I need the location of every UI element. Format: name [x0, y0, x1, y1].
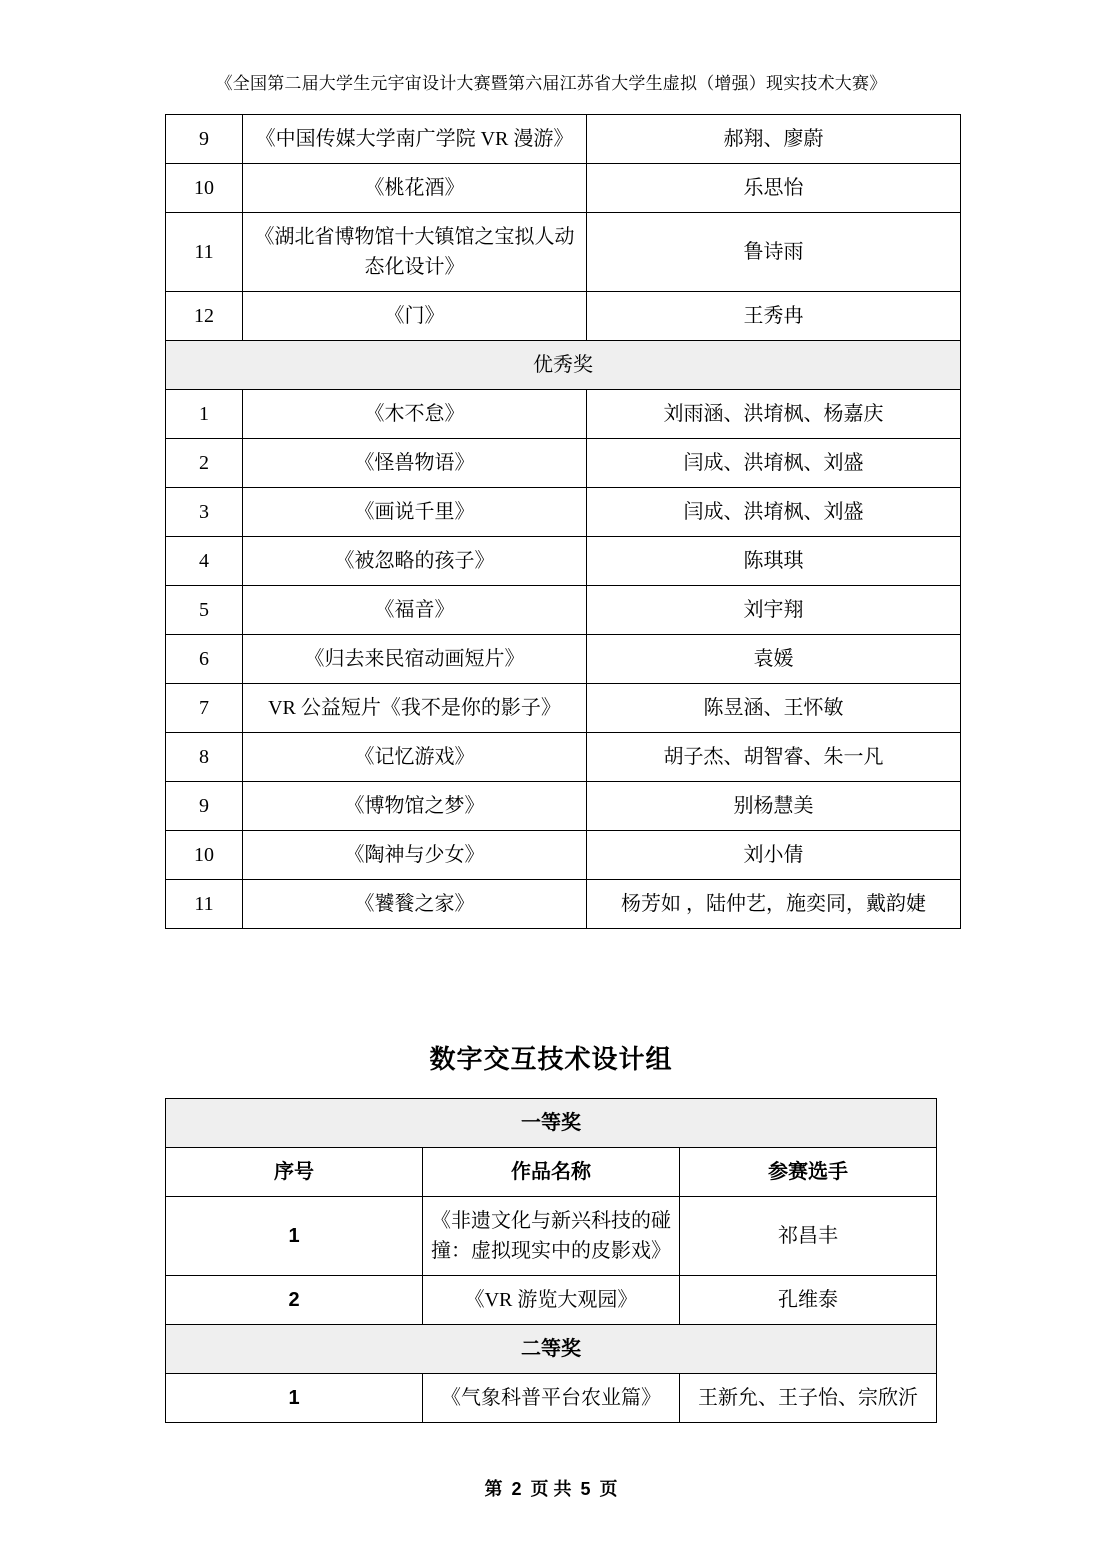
table-row	[166, 879, 961, 928]
page-title: 《全国第二届大学生元宇宙设计大赛暨第六届江苏省大学生虚拟（增强）现实技术大赛》	[215, 74, 887, 93]
row-number: 11	[166, 879, 243, 928]
table-row	[166, 732, 961, 781]
row-player: 袁媛	[587, 634, 961, 683]
row-player: 乐思怡	[587, 163, 961, 212]
row-number: 2	[166, 438, 243, 487]
table-row	[166, 487, 961, 536]
digital-interaction-award-table-body	[166, 1098, 937, 1422]
row-player: 别杨慧美	[587, 781, 961, 830]
row-work-name: 《非遗文化与新兴科技的碰撞：虚拟现实中的皮影戏》	[423, 1196, 680, 1275]
row-number: 10	[166, 830, 243, 879]
row-player: 陈昱涵、王怀敏	[587, 683, 961, 732]
column-header-player: 参赛选手	[680, 1147, 937, 1196]
row-player: 刘宇翔	[587, 585, 961, 634]
row-number: 3	[166, 487, 243, 536]
row-number: 9	[166, 781, 243, 830]
table-row	[166, 1275, 937, 1324]
row-number: 10	[166, 163, 243, 212]
row-number: 12	[166, 291, 243, 340]
column-header-work: 作品名称	[423, 1147, 680, 1196]
section-label-excellent: 优秀奖	[166, 340, 961, 389]
row-work-name: 《湖北省博物馆十大镇馆之宝拟人动态化设计》	[243, 212, 587, 291]
table-row	[166, 212, 961, 291]
animation-award-table-body	[166, 114, 961, 928]
row-player: 王新允、王子怡、宗欣沂	[680, 1373, 937, 1422]
table-row	[166, 291, 961, 340]
animation-award-table	[165, 114, 961, 929]
footer-middle: 页 共	[530, 1479, 572, 1499]
row-number: 6	[166, 634, 243, 683]
row-number: 1	[166, 389, 243, 438]
table-row	[166, 114, 961, 163]
table-row	[166, 536, 961, 585]
row-player: 闫成、洪堉枫、刘盛	[587, 438, 961, 487]
row-player: 王秀冉	[587, 291, 961, 340]
table-row	[166, 389, 961, 438]
row-work-name: 《木不怠》	[243, 389, 587, 438]
section-label-second-prize: 二等奖	[166, 1324, 937, 1373]
table-row	[166, 683, 961, 732]
row-work-name: 《VR 游览大观园》	[423, 1275, 680, 1324]
row-work-name: 《被忽略的孩子》	[243, 536, 587, 585]
row-work-name: 《桃花酒》	[243, 163, 587, 212]
row-number: 1	[166, 1373, 423, 1422]
row-number: 5	[166, 585, 243, 634]
section-header-row	[166, 340, 961, 389]
column-header-no: 序号	[166, 1147, 423, 1196]
digital-interaction-award-table	[165, 1098, 937, 1423]
row-work-name: 《门》	[243, 291, 587, 340]
row-number: 11	[166, 212, 243, 291]
row-player: 刘小倩	[587, 830, 961, 879]
table-row	[166, 634, 961, 683]
page-footer	[0, 1475, 1102, 1501]
row-work-name: 《气象科普平台农业篇》	[423, 1373, 680, 1422]
table-row	[166, 830, 961, 879]
section-header-row	[166, 1324, 937, 1373]
row-work-name: 《饕餮之家》	[243, 879, 587, 928]
row-number: 1	[166, 1196, 423, 1275]
row-work-name: 《画说千里》	[243, 487, 587, 536]
table-row	[166, 781, 961, 830]
row-work-name: 《中国传媒大学南广学院 VR 漫游》	[243, 114, 587, 163]
footer-suffix: 页	[599, 1479, 618, 1499]
row-player: 孔维泰	[680, 1275, 937, 1324]
table-header-row	[166, 1147, 937, 1196]
row-player: 陈琪琪	[587, 536, 961, 585]
table-row	[166, 1196, 937, 1275]
row-number: 8	[166, 732, 243, 781]
row-player: 胡子杰、胡智睿、朱一凡	[587, 732, 961, 781]
footer-prefix: 第	[484, 1479, 503, 1499]
row-player: 闫成、洪堉枫、刘盛	[587, 487, 961, 536]
row-player: 杨芳如 ，陆仲艺，施奕同，戴韵婕	[587, 879, 961, 928]
row-player: 刘雨涵、洪堉枫、杨嘉庆	[587, 389, 961, 438]
row-work-name: 《福音》	[243, 585, 587, 634]
table-row	[166, 585, 961, 634]
row-player: 祁昌丰	[680, 1196, 937, 1275]
row-number: 9	[166, 114, 243, 163]
row-work-name: 《博物馆之梦》	[243, 781, 587, 830]
row-work-name: 《归去来民宿动画短片》	[243, 634, 587, 683]
row-work-name: 《陶神与少女》	[243, 830, 587, 879]
row-work-name: 《怪兽物语》	[243, 438, 587, 487]
footer-page-number: 2	[511, 1479, 522, 1499]
row-number: 2	[166, 1275, 423, 1324]
table-row	[166, 1373, 937, 1422]
table-row	[166, 438, 961, 487]
group-title: 数字交互技术设计组	[429, 1043, 673, 1074]
footer-total-pages: 5	[580, 1479, 591, 1499]
row-player: 郝翔、廖蔚	[587, 114, 961, 163]
row-number: 4	[166, 536, 243, 585]
row-work-name: 《记忆游戏》	[243, 732, 587, 781]
row-player: 鲁诗雨	[587, 212, 961, 291]
row-work-name: VR 公益短片《我不是你的影子》	[243, 683, 587, 732]
section-header-row	[166, 1098, 937, 1147]
row-number: 7	[166, 683, 243, 732]
section-label-first-prize: 一等奖	[166, 1098, 937, 1147]
table-row	[166, 163, 961, 212]
